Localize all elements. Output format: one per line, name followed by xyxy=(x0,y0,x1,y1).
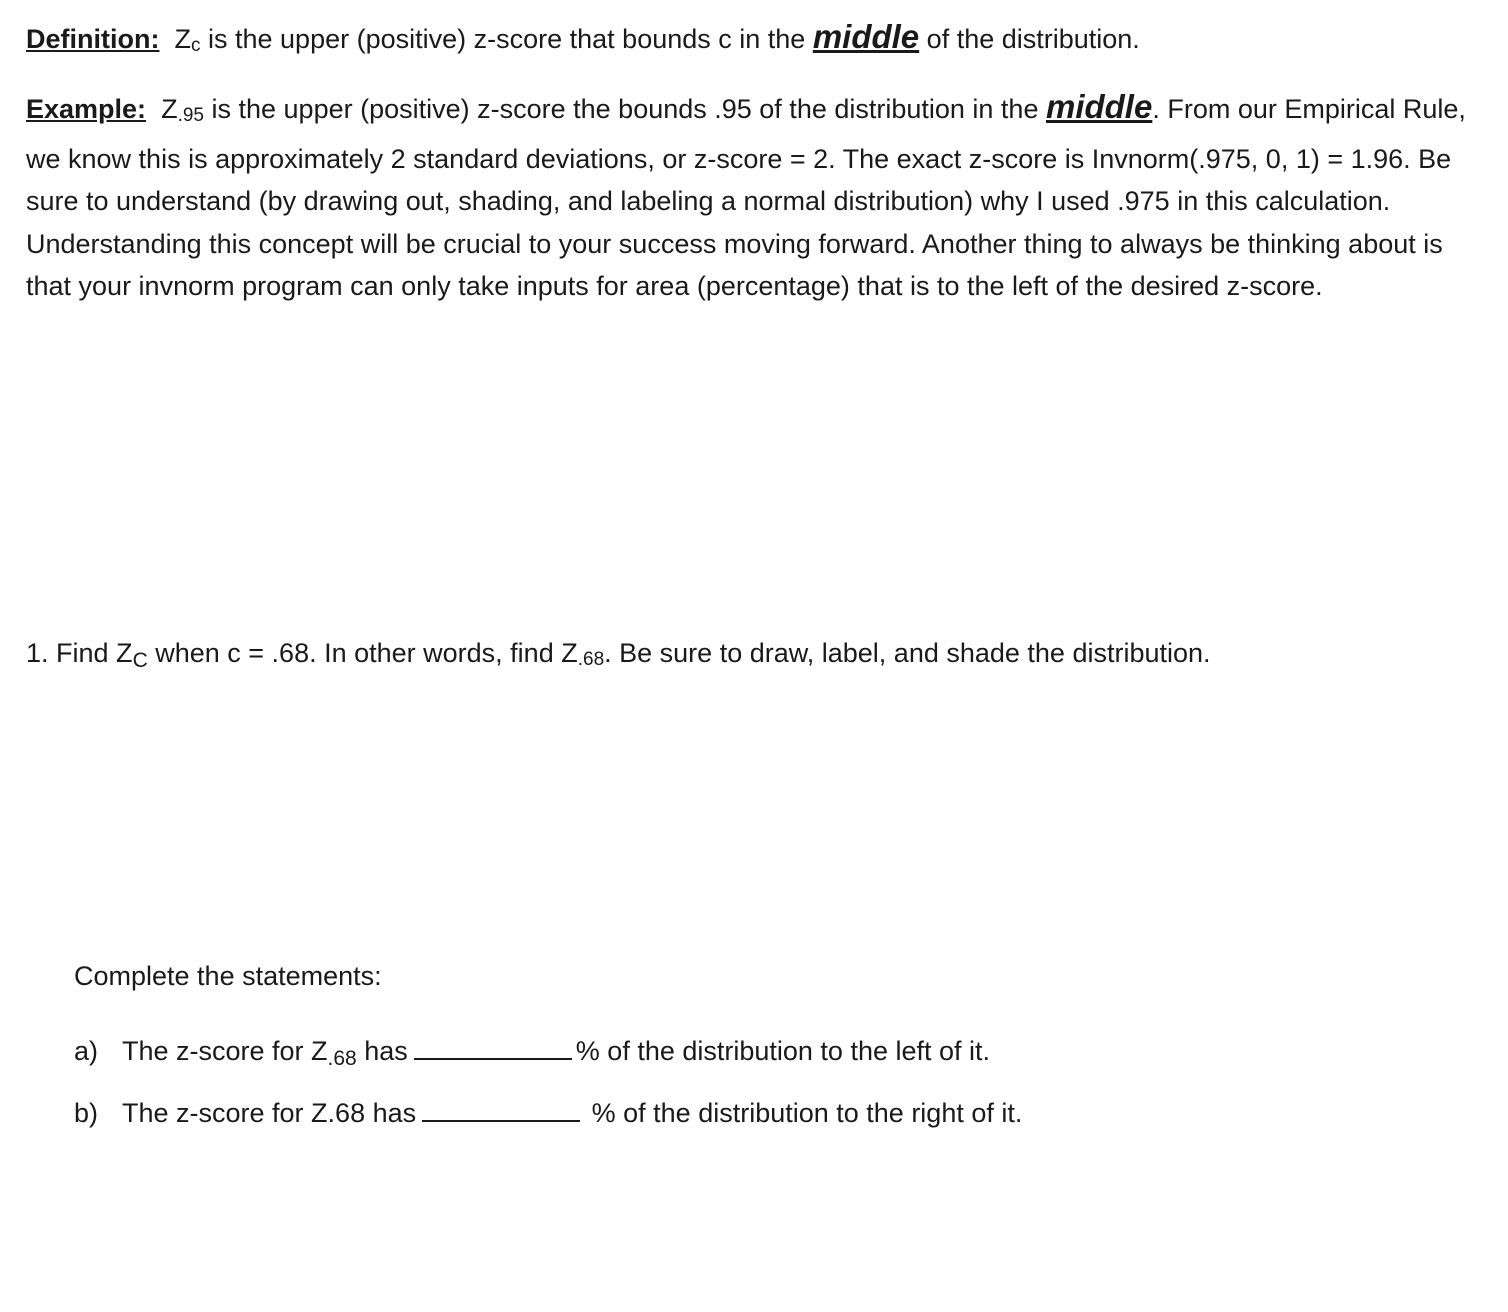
question-1-subscript-2: .68 xyxy=(577,649,605,670)
question-1 xyxy=(26,632,1466,683)
statement-b xyxy=(74,1092,1022,1134)
example-text-after: . From our Empirical Rule, we know this is approximately 2 standard deviations, or z-score = 2. The exact z-score is Invnorm(.975, 0, 1) = 1.96. Be sure to understand (by drawing out, shading, and labeling a normal distribution) why I used .975 in this calculation. Understanding this concept will be crucial to your success moving forward. Another thing to always be thinking about is that your invnorm program can only take inputs for area (percentage) that is to the left of the desired z-score. xyxy=(26,94,1466,302)
statement-a-text-after: % of the distribution to the left of it. xyxy=(575,1036,991,1066)
example-symbol: Z xyxy=(161,94,178,124)
question-1-number: 1. xyxy=(26,638,49,668)
statement-a-subscript: .68 xyxy=(327,1047,357,1070)
question-1-text-2: when c = .68. In other words, find Z xyxy=(147,638,578,668)
definition-label: Definition: xyxy=(26,24,160,54)
question-1-text-3: . Be sure to draw, label, and shade the distribution. xyxy=(604,638,1211,668)
definition-emphasis: middle xyxy=(812,18,920,55)
definition-symbol: Z xyxy=(174,24,191,54)
definition-paragraph xyxy=(26,16,1466,68)
statement-b-answer-blank[interactable] xyxy=(422,1094,580,1122)
statement-a-text-mid: has xyxy=(356,1036,408,1066)
example-label: Example: xyxy=(26,94,147,124)
complete-heading: Complete the statements: xyxy=(74,961,382,991)
statement-a xyxy=(74,1030,990,1080)
question-1-subscript-1: C xyxy=(132,649,148,672)
statement-a-marker: a) xyxy=(74,1036,99,1066)
example-paragraph xyxy=(26,86,1466,308)
statement-b-marker: b) xyxy=(74,1098,99,1128)
statement-a-text-before: The z-score for Z xyxy=(122,1036,328,1066)
definition-subscript: c xyxy=(191,35,201,56)
question-1-text-1: Find Z xyxy=(48,638,133,668)
statement-b-text-before: The z-score for Z.68 has xyxy=(122,1098,417,1128)
statement-b-text-after: % of the distribution to the right of it. xyxy=(584,1098,1023,1128)
statement-a-answer-blank[interactable] xyxy=(414,1032,572,1060)
example-text-before: is the upper (positive) z-score the bounds .95 of the distribution in the xyxy=(204,94,1046,124)
definition-text-after: of the distribution. xyxy=(919,24,1140,54)
example-emphasis: middle xyxy=(1045,88,1153,125)
example-subscript: .95 xyxy=(177,105,204,126)
definition-text-before: is the upper (positive) z-score that bounds c in the xyxy=(200,24,813,54)
